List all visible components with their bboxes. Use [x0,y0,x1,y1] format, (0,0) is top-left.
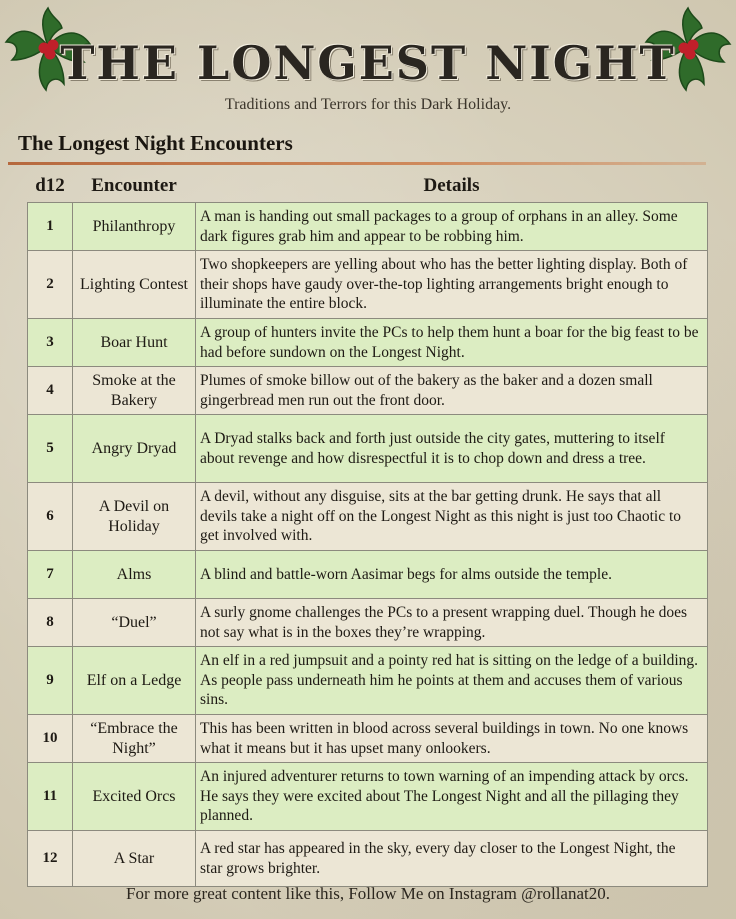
row-number: 3 [28,319,73,367]
page-title: THE LONGEST NIGHT [60,36,676,90]
row-encounter: Philanthropy [73,203,196,251]
row-details: Plumes of smoke billow out of the bakery as the baker and a dozen small gingerbread men run out the front door. [196,367,708,415]
row-details: A Dryad stalks back and forth just outside the city gates, muttering to itself about revenge and how disrespectful it is to chop down and dress a tree. [196,415,708,483]
row-encounter: Excited Orcs [73,763,196,831]
encounter-table [27,170,708,887]
row-number: 1 [28,203,73,251]
row-encounter: Lighting Contest [73,251,196,319]
row-details: A devil, without any disguise, sits at the bar getting drunk. He says that all devils take a night off on the Longest Night as this night is just too Chaotic to get involved with. [196,483,708,551]
table-row [28,415,708,483]
column-header-details: Details [423,175,480,196]
section-title: The Longest Night Encounters [18,131,293,155]
column-header-encounter: Encounter [91,175,177,196]
row-details: A surly gnome challenges the PCs to a present wrapping duel. Though he does not say what is in the boxes they’re wrapping. [196,599,708,647]
row-encounter: A Star [73,831,196,887]
footer-credit: For more great content like this, Follow Me on Instagram @rollanat20. [125,884,610,903]
row-number: 9 [28,647,73,715]
row-encounter: Elf on a Ledge [73,647,196,715]
row-number: 7 [28,551,73,599]
table-row [28,831,708,887]
table-header-row [28,170,708,203]
row-details: A group of hunters invite the PCs to help them hunt a boar for the big feast to be had before sundown on the Longest Night. [196,319,708,367]
table-row [28,763,708,831]
table-row [28,599,708,647]
row-encounter: Smoke at the Bakery [73,367,196,415]
row-number: 10 [28,715,73,763]
column-header-d12: d12 [35,175,65,196]
row-details: Two shopkeepers are yelling about who has the better lighting display. Both of their shops have gaudy over-the-top lighting arrangements bright enough to illuminate the entire block. [196,251,708,319]
table-row [28,203,708,251]
row-number: 4 [28,367,73,415]
row-encounter: “Embrace the Night” [73,715,196,763]
row-details: A man is handing out small packages to a group of orphans in an alley. Some dark figures grab him and appear to be robbing him. [196,203,708,251]
table-row [28,551,708,599]
row-details: An elf in a red jumpsuit and a pointy red hat is sitting on the ledge of a building. As people pass underneath him he points at them and accuses them of various sins. [196,647,708,715]
row-details: A blind and battle-worn Aasimar begs for alms outside the temple. [196,551,708,599]
row-number: 12 [28,831,73,887]
table-row [28,715,708,763]
table-row [28,483,708,551]
table-row [28,647,708,715]
row-number: 5 [28,415,73,483]
table-row [28,251,708,319]
row-number: 8 [28,599,73,647]
table-row [28,367,708,415]
page-subtitle: Traditions and Terrors for this Dark Holiday. [224,96,512,113]
row-number: 11 [28,763,73,831]
row-details: This has been written in blood across several buildings in town. No one knows what it means but it has upset many onlookers. [196,715,708,763]
row-encounter: “Duel” [73,599,196,647]
row-encounter: A Devil on Holiday [73,483,196,551]
section-divider [8,162,706,165]
row-encounter: Alms [73,551,196,599]
row-details: A red star has appeared in the sky, every day closer to the Longest Night, the star grows brighter. [196,831,708,887]
row-encounter: Boar Hunt [73,319,196,367]
row-number: 2 [28,251,73,319]
row-encounter: Angry Dryad [73,415,196,483]
row-number: 6 [28,483,73,551]
row-details: An injured adventurer returns to town warning of an impending attack by orcs. He says they were excited about The Longest Night and all the pillaging they planned. [196,763,708,831]
table-row [28,319,708,367]
